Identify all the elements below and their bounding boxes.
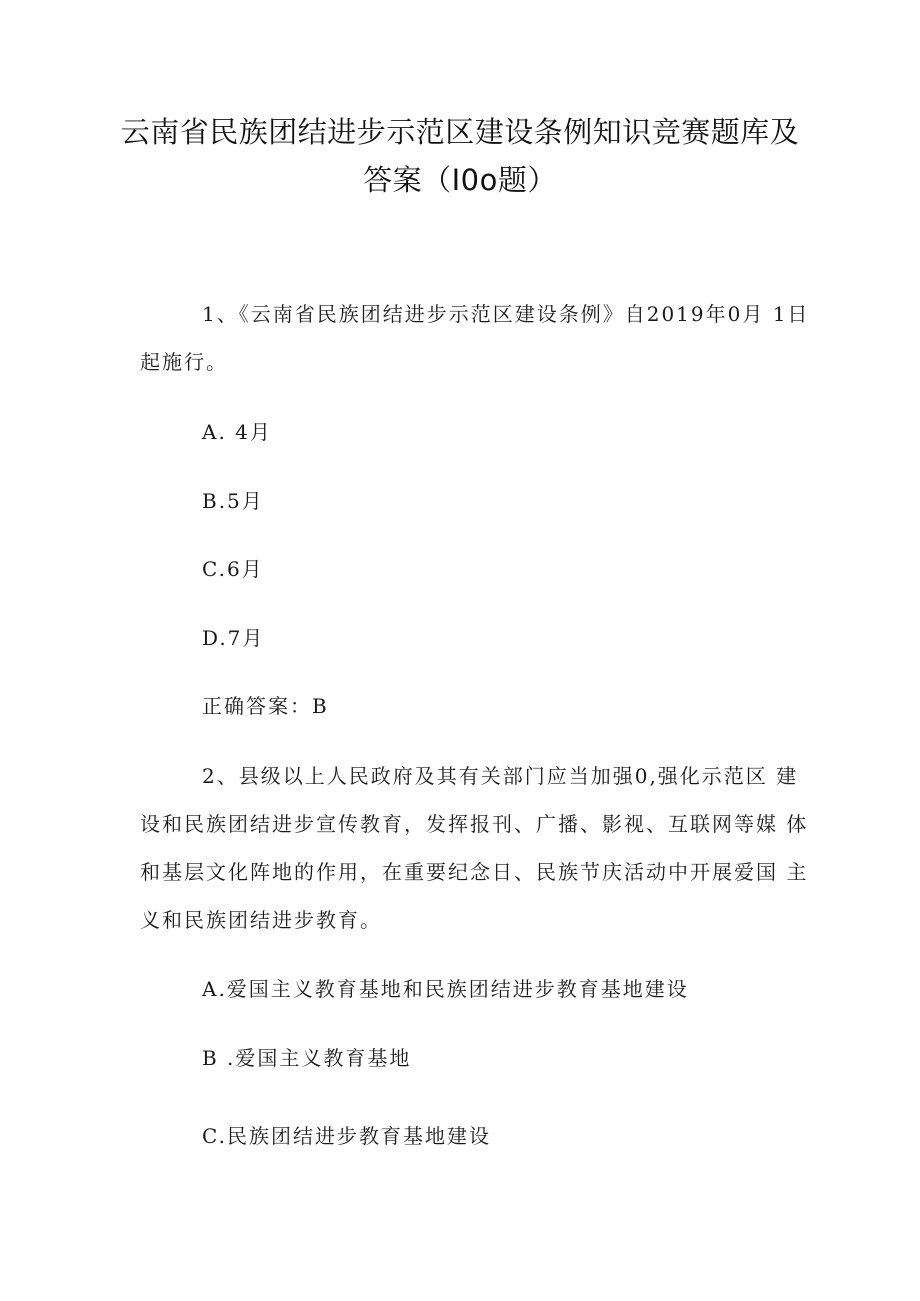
question-2-text-line-4: 义和民族团结进步教育。 xyxy=(140,908,382,932)
question-2-option-c: C.民族团结进步教育基地建设 xyxy=(202,1124,491,1148)
question-1-text-line-2: 起施行。 xyxy=(140,350,228,374)
question-1-option-a: A. 4月 xyxy=(202,420,272,444)
question-1-text-line-1: 1、《云南省民族团结进步示范区建设条例》自2019年0月 1日 xyxy=(202,302,810,326)
question-2-text-line-2: 设和民族团结进步宣传教育，发挥报刊、广播、影视、互联网等媒 体 xyxy=(140,812,809,836)
question-2-option-a: A.爱国主义教育基地和民族团结进步教育基地建设 xyxy=(202,977,689,1001)
question-2-text-line-1: 2、县级以上人民政府及其有关部门应当加强0,强化示范区 建 xyxy=(202,764,799,788)
question-1-option-b: B.5月 xyxy=(202,489,264,513)
question-1-option-c: C.6月 xyxy=(202,557,264,581)
question-1-answer: 正确答案：B xyxy=(202,694,329,718)
question-1-option-d: D.7月 xyxy=(202,626,265,650)
document-title-line-1: 云南省民族团结进步示范区建设条例知识竞赛题库及 xyxy=(120,115,800,149)
question-2-text-line-3: 和基层文化阵地的作用，在重要纪念日、民族节庆活动中开展爱国 主 xyxy=(140,860,809,884)
document-title-line-2: 答案（I0o题） xyxy=(363,163,557,197)
question-2-option-b: B .爱国主义教育基地 xyxy=(202,1046,412,1070)
